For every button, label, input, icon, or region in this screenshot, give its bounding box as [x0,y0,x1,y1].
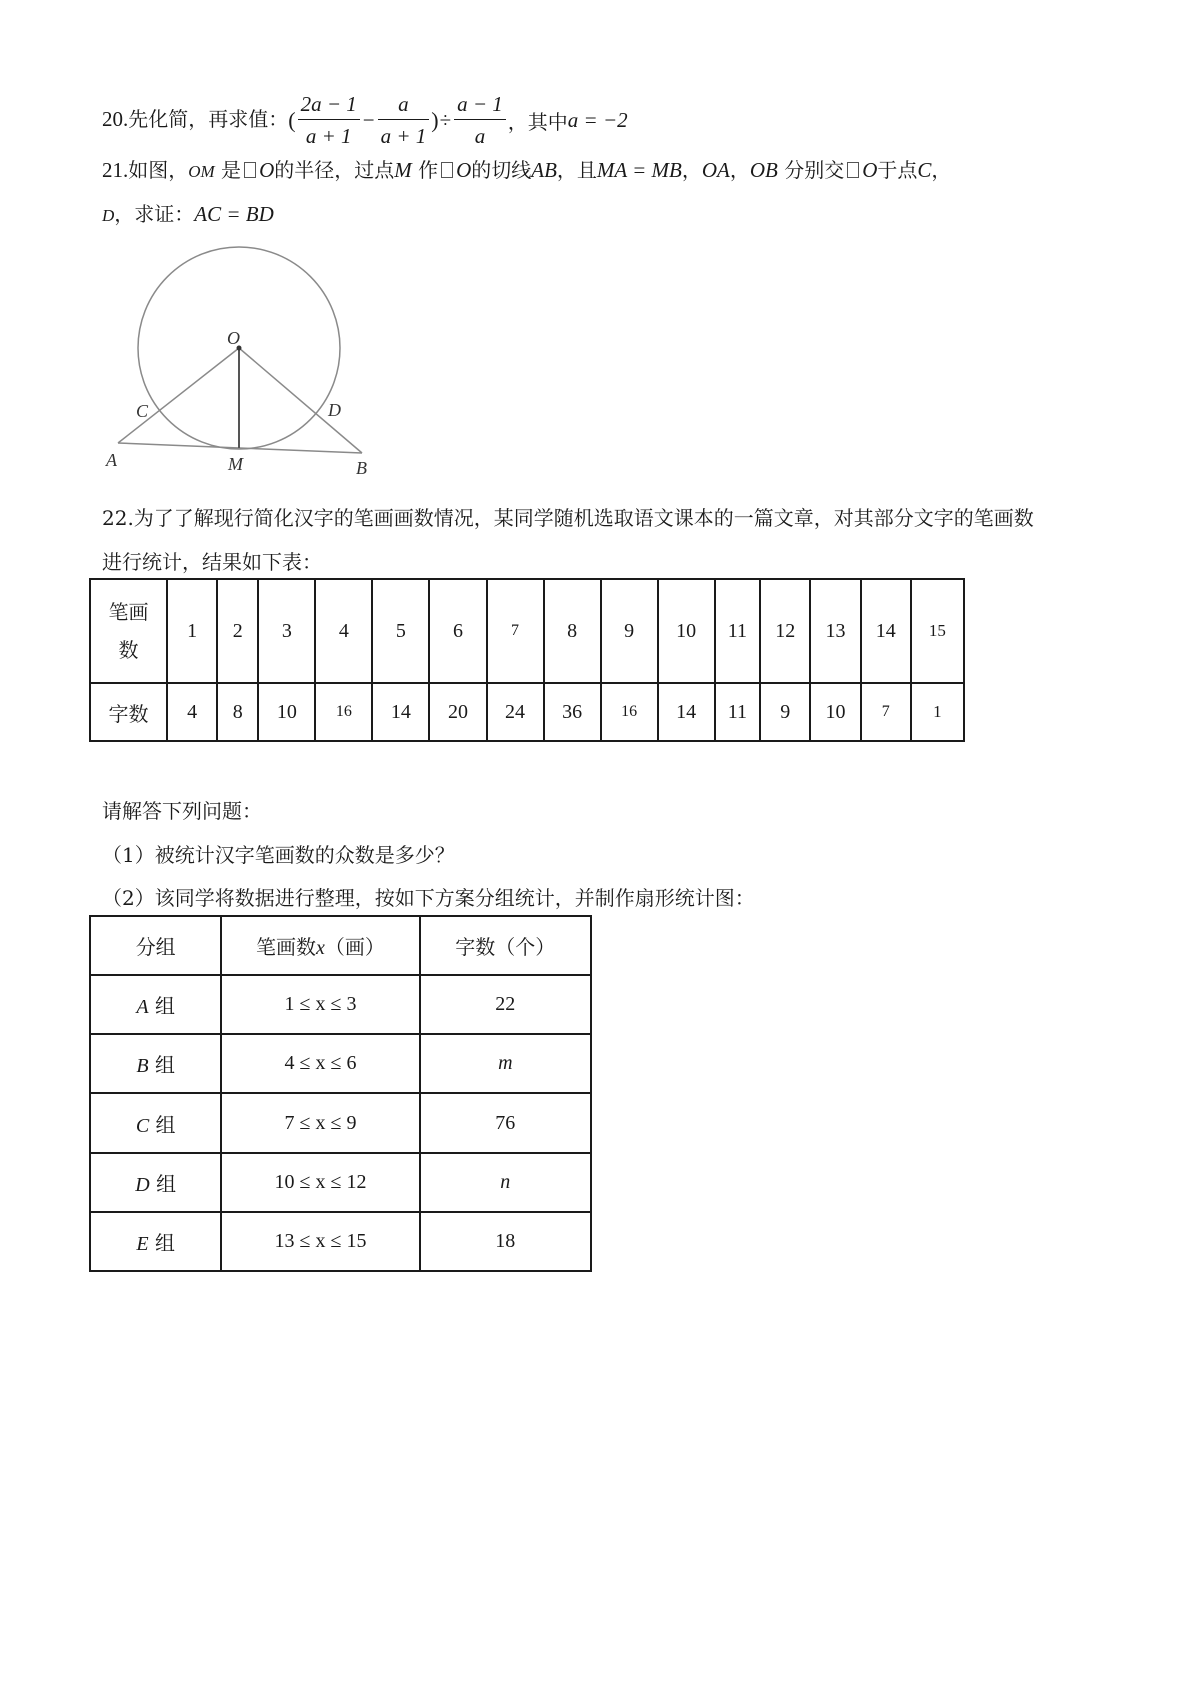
label-o: O [227,328,240,348]
table-row [90,1153,591,1212]
group-suffix: 组 [154,1230,175,1255]
strokes-header-post: （画） [324,935,385,960]
range-cell: 13 ≤ x ≤ 15 [221,1212,419,1271]
group-suffix: 组 [156,1171,177,1196]
q21-d: D [102,206,115,225]
label-m: M [228,454,243,474]
range-cell: 7 ≤ x ≤ 9 [221,1093,419,1152]
group-letter: E [136,1232,149,1255]
label-b: B [356,458,367,478]
group-cell [90,975,221,1034]
q21-text-11: ， [931,158,952,182]
geometry-figure [100,240,400,485]
question-22-line-1: 22.为了了解现行简化汉字的笔画画数情况，某同学随机选取语文课本的一篇文章，对其部分文字的笔画数 [102,506,1034,530]
q20-condition: a = −2 [567,108,628,132]
strokes-header-pre: 笔画数 [256,935,317,960]
q21-text-12: ，求证： [114,202,195,226]
q20-number: 20. [102,107,129,131]
count-cell: 24 [487,683,544,741]
stroke-count-table [89,578,965,742]
divide-sign: ÷ [439,108,452,132]
q21-o2: O [456,158,472,182]
stroke-cell: 9 [601,579,658,683]
q21-number: 21. [102,158,129,182]
stroke-cell: 4 [315,579,372,683]
q21-text-8: ， [729,158,750,182]
q21-text-9: 分别交 [777,158,845,182]
stroke-cell: 7 [487,579,544,683]
fraction-2-denominator: a + 1 [380,124,427,148]
count-cell: 8 [217,683,258,741]
range-cell: 4 ≤ x ≤ 6 [221,1034,419,1093]
question-21-line-1 [102,154,951,183]
fraction-2-numerator: a [378,92,430,120]
count-cell: 16 [601,683,658,741]
group-suffix: 组 [155,1112,176,1137]
strokes-header [221,916,419,975]
q21-text-3: 的半径，过点 [274,158,395,182]
q21-eq2: AC = BD [194,202,274,226]
group-header: 分组 [90,916,221,975]
fraction-3-numerator: a − 1 [454,92,506,120]
group-letter: C [135,1114,150,1137]
table-row [90,1212,591,1271]
count-cell: 9 [760,683,810,741]
q21-o3: O [862,158,878,182]
stroke-cell: 12 [760,579,810,683]
table-header-cell [90,579,167,683]
q21-eq1: MA = MB [596,158,682,182]
strokes-header-var: x [316,937,325,960]
stroke-cell: 11 [715,579,760,683]
range-cell: 10 ≤ x ≤ 12 [221,1153,419,1212]
fraction-3-denominator: a [474,124,486,148]
count-cell: 14 [658,683,715,741]
table-row [90,1034,591,1093]
sub-question-1: （1）被统计汉字笔画数的众数是多少？ [102,843,455,867]
fraction-2 [378,92,430,149]
count-cell: 7 [861,683,911,741]
question-22-line-2: 进行统计，结果如下表： [102,550,322,574]
table-row [90,975,591,1034]
stroke-cell: 15 [911,579,964,683]
label-c: C [136,401,149,421]
fraction-1-numerator: 2a − 1 [298,92,360,120]
minus-sign: − [362,108,375,132]
group-cell [90,1093,221,1152]
stroke-cell: 8 [544,579,601,683]
q21-text-4: 作 [411,158,439,182]
group-letter: B [136,1055,149,1078]
stroke-cell: 2 [217,579,258,683]
group-cell [90,1212,221,1271]
stroke-cell: 5 [372,579,429,683]
stroke-cell: 1 [167,579,217,683]
count-cell: 20 [429,683,486,741]
q21-text-6: ，且 [556,158,597,182]
stroke-cell: 3 [258,579,315,683]
count-cell: 22 [420,975,591,1034]
q21-text-7: ， [681,158,702,182]
fraction-3 [454,92,506,149]
count-cell: 4 [167,683,217,741]
count-cell: 11 [715,683,760,741]
sub-question-2: （2）该同学将数据进行整理，按如下方案分组统计，并制作扇形统计图： [102,886,755,910]
stroke-cell: 14 [861,579,911,683]
table-row [90,1093,591,1152]
group-suffix: 组 [154,1053,175,1078]
count-cell: 16 [315,683,372,741]
question-21-line-2 [102,198,274,227]
group-suffix: 组 [154,994,175,1019]
circle-symbol-box [847,162,859,178]
stroke-cell: 6 [429,579,486,683]
q20-lead: 先化简，再求值： [128,107,289,131]
count-cell: 1 [911,683,964,741]
range-cell: 1 ≤ x ≤ 3 [221,975,419,1034]
stroke-count-header: 笔画数 [108,600,149,662]
count-cell: 36 [544,683,601,741]
group-letter: D [135,1173,150,1196]
count-cell: 76 [420,1093,591,1152]
question-20 [102,92,628,149]
label-d: D [328,400,341,420]
q21-ab: AB [531,158,557,182]
count-cell: 14 [372,683,429,741]
group-table [89,915,592,1272]
q21-text-10: 于点 [877,158,918,182]
q21-om: OM [188,162,215,181]
label-a: A [106,450,117,470]
group-cell [90,1034,221,1093]
stroke-cell: 13 [810,579,860,683]
count-cell: 10 [810,683,860,741]
q21-ob: OB [749,158,778,182]
fraction-1-denominator: a + 1 [305,124,352,148]
count-header: 字数（个） [420,916,591,975]
q21-c: C [917,158,932,182]
count-cell: n [420,1153,591,1212]
q21-oa: OA [701,158,730,182]
q20-tail: ，其中 [507,110,568,134]
q21-o1: O [259,158,275,182]
q21-m: M [394,158,412,182]
count-cell: m [420,1034,591,1093]
table-row [90,579,964,683]
answer-prompt: 请解答下列问题： [102,799,262,823]
table-row [90,683,964,741]
q21-text-5: 的切线 [471,158,532,182]
count-cell: 10 [258,683,315,741]
q21-text-2: 是 [214,158,242,182]
open-paren: ( [288,107,296,133]
group-cell [90,1153,221,1212]
stroke-cell: 10 [658,579,715,683]
group-letter: A [136,996,149,1019]
count-cell: 18 [420,1212,591,1271]
circle-symbol-box [244,162,256,178]
q21-text-1: 如图， [128,158,189,182]
segment-ob [239,348,362,453]
fraction-1 [298,92,360,149]
table-row [90,916,591,975]
close-paren: ) [431,107,439,133]
char-count-header: 字数 [90,683,167,741]
circle-symbol-box [441,162,453,178]
